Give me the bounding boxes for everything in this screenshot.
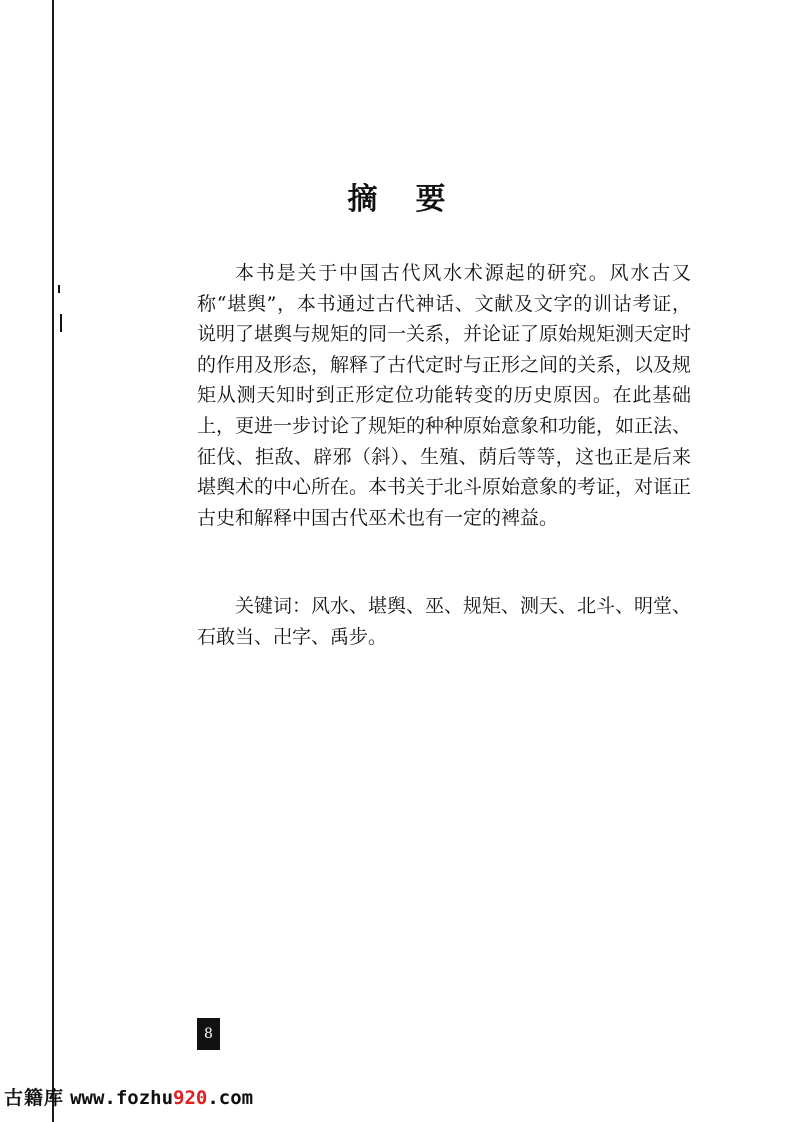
page-number: 8 [197,1018,220,1050]
binding-line [52,0,54,1122]
abstract-paragraph: 本书是关于中国古代风水术源起的研究。风水古又称“堪舆”，本书通过古代神话、文献及文字的训诂考证，说明了堪舆与规矩的同一关系，并论证了原始规矩测天定时的作用及形态，解释了古代定时与正形之间的关系，以及规矩从测天知时到正形定位功能转变的历史原因。在此基础上，更进一步讨论了规矩的种种原始意象和功能，如正法、征伐、拒敌、辟邪（斜）、生殖、荫后等等，这也正是后来堪舆术的中心所在。本书关于北斗原始意象的考证，对诓正古史和解释中国古代巫术也有一定的裨益。 [197,262,692,529]
watermark-site-prefix: www.fozhu [70,1087,174,1109]
margin-mark [58,285,60,293]
watermark [4,1083,253,1113]
page-title: 摘要 [347,182,484,217]
watermark-label: 古籍库 [4,1087,65,1109]
watermark-site-suffix: .com [207,1087,254,1109]
keywords-paragraph: 关键词：风水、堪舆、巫、规矩、测天、北斗、明堂、石敢当、卍字、禹步。 [197,595,692,648]
watermark-site-highlight: 920 [173,1087,208,1109]
watermark-site [70,1087,253,1109]
margin-mark [60,314,62,332]
